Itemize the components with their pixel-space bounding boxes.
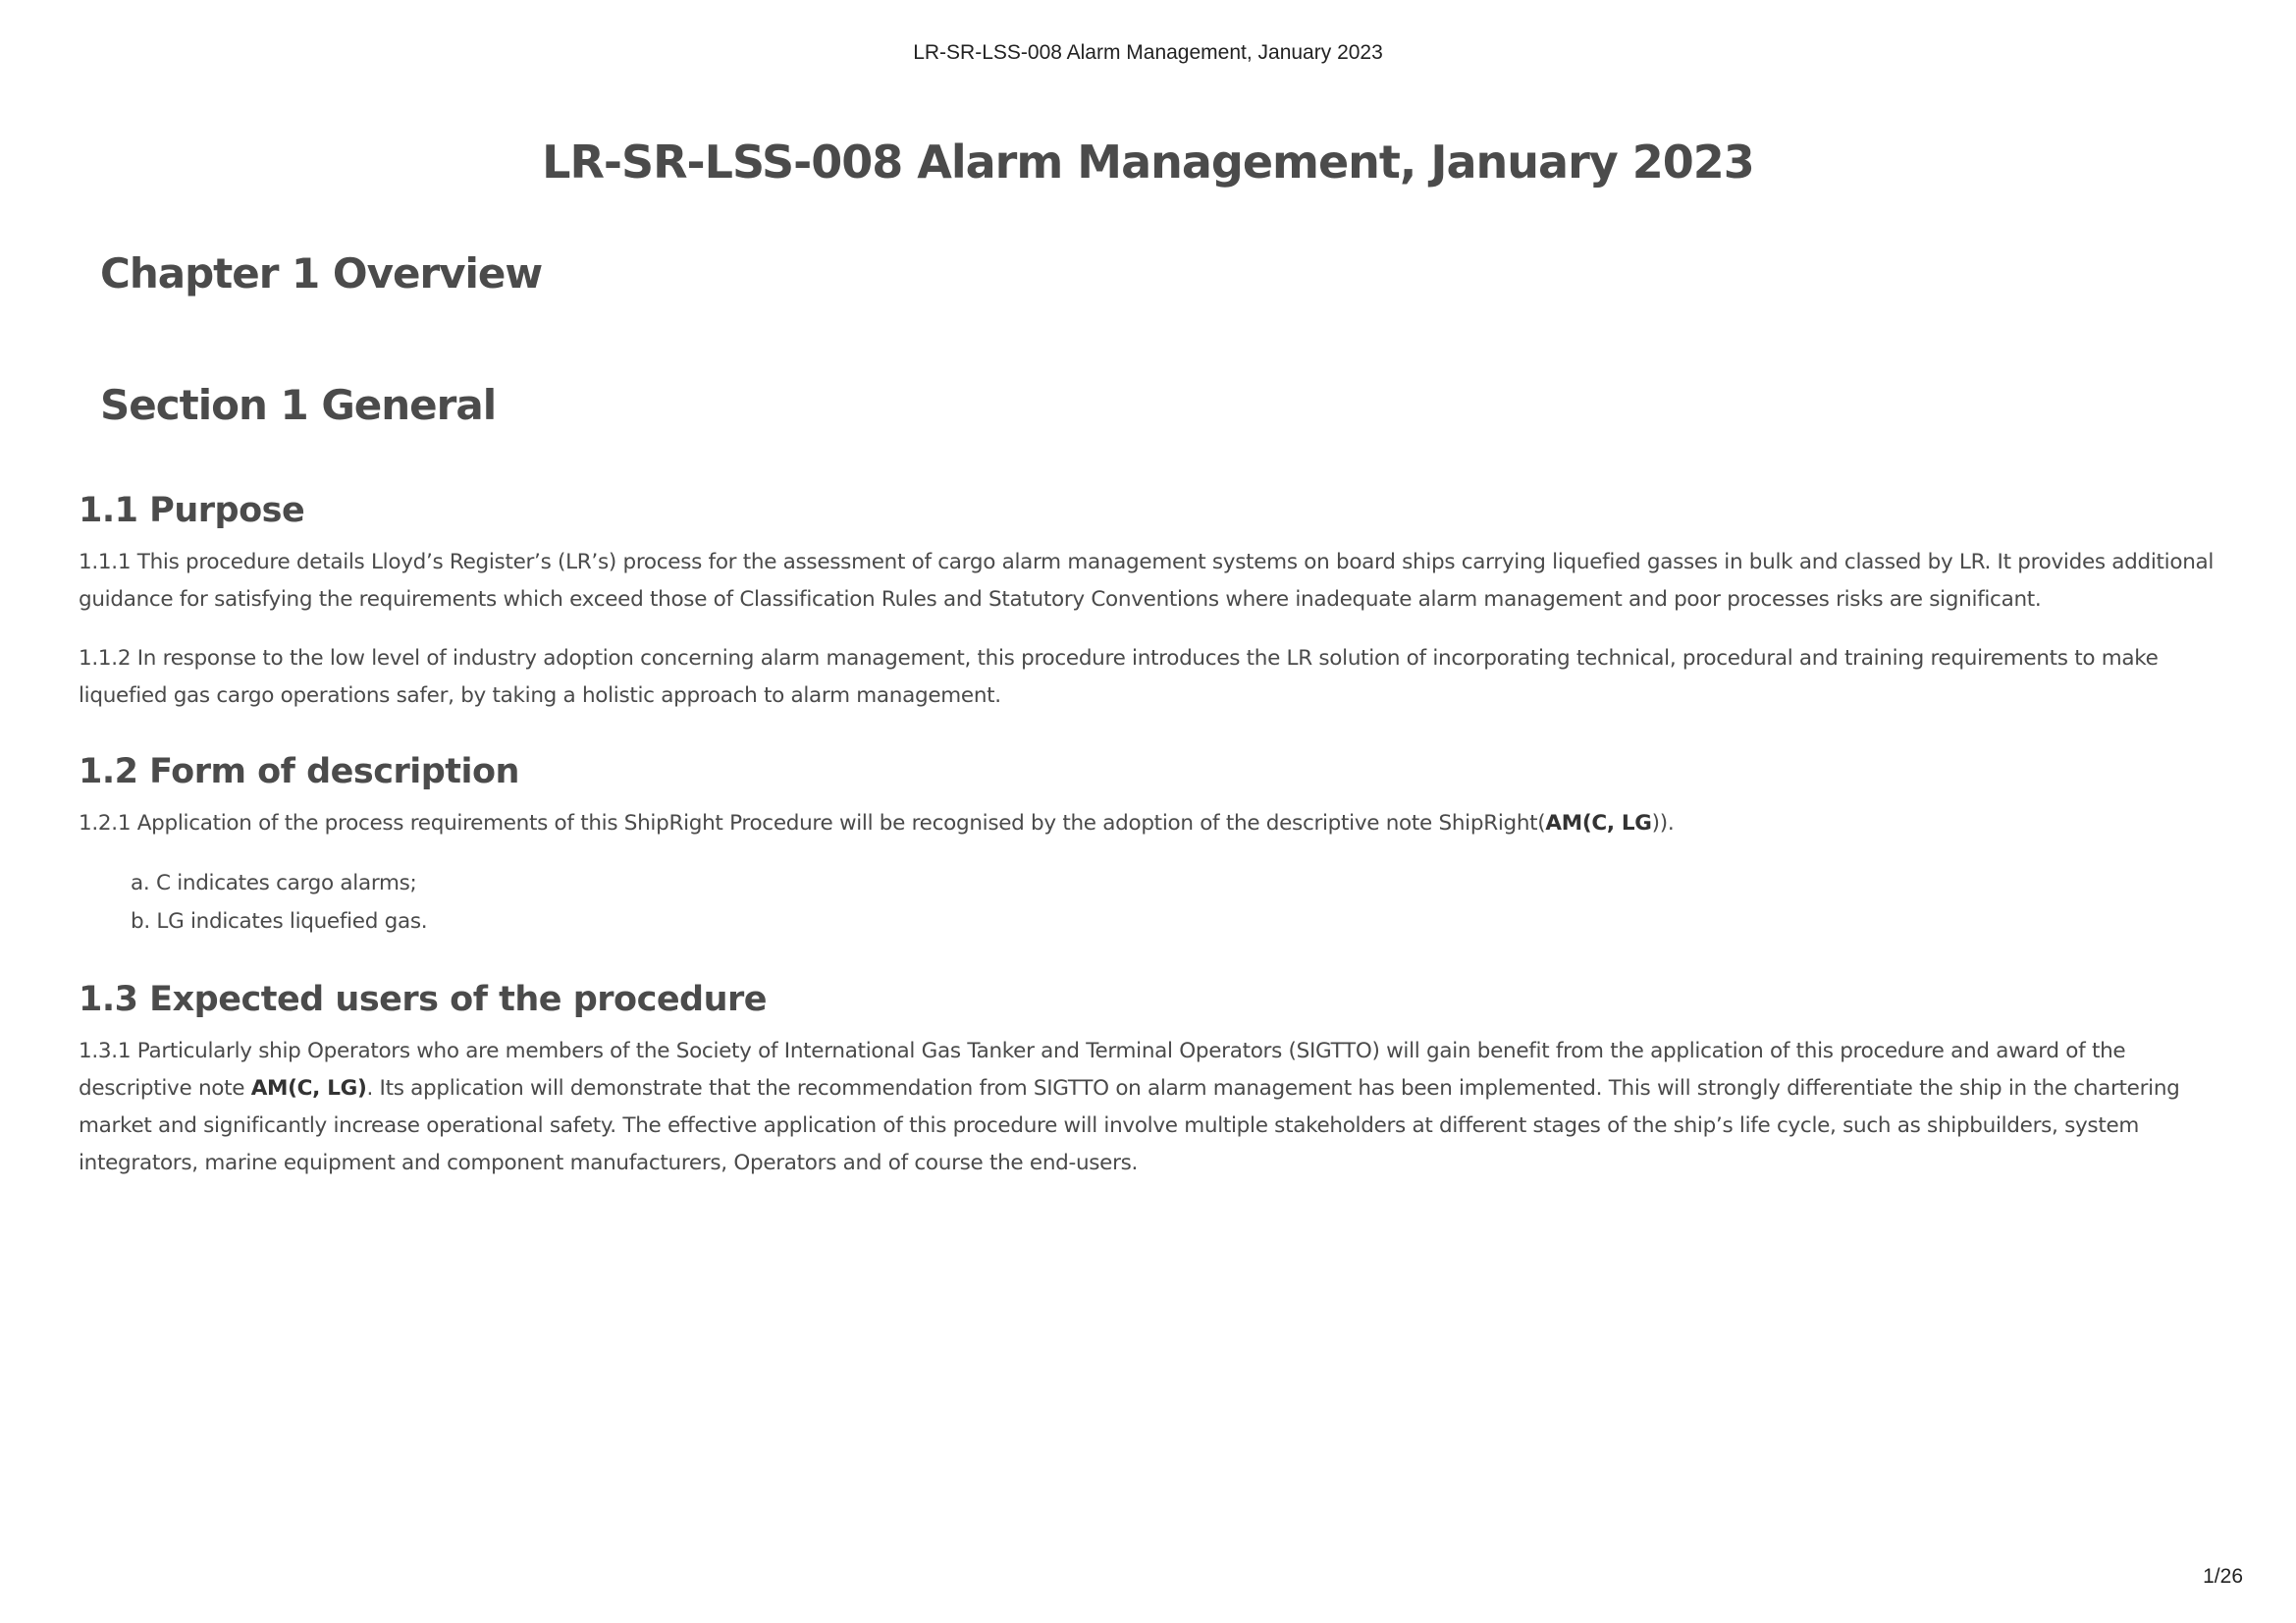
- list-item: b. LG indicates liquefied gas.: [131, 909, 428, 934]
- page-number: 1/26: [2203, 1565, 2243, 1588]
- paragraph-1-3-1-tail: . Its application will demonstrate that the recommendation from SIGTTO on alarm management has been implemented. This will strongly differentiate the ship in the chartering market and significantly increase operational safety. The effective application of this procedure will involve multiple stakeholders at different stages of the ship’s life cycle, such as shipbuilders, system integrators, marine equipment and component manufacturers, Operators and of course the end-users.: [79, 1076, 2180, 1175]
- paragraph-1-3-1-text: 1.3.1 Particularly ship Operators who are members of the Society of International Gas Tanker and Terminal Operators (SIGTTO) will gain benefit from the application of this procedure and award of the descriptive note: [79, 1039, 2126, 1101]
- document-body: [79, 491, 2238, 1214]
- heading-form-of-description: 1.2 Form of description: [79, 752, 519, 791]
- paragraph-1-1-1: 1.1.1 This procedure details Lloyd’s Register’s (LR’s) process for the assessment of cargo alarm management systems on board ships carrying liquefied gasses in bulk and classed by LR. It provides additional guidance for satisfying the requirements which exceed those of Classification Rules and Statutory Conventions where inadequate alarm management and poor processes risks are significant.: [79, 550, 2215, 612]
- paragraph-1-2-1-tail: )).: [1651, 811, 1675, 836]
- heading-expected-users: 1.3 Expected users of the procedure: [79, 980, 768, 1019]
- chapter-heading: Chapter 1 Overview: [100, 249, 543, 298]
- section-heading: Section 1 General: [100, 381, 497, 429]
- notation-list: [79, 864, 2238, 941]
- document-title: LR-SR-LSS-008 Alarm Management, January 2023: [542, 135, 1754, 189]
- heading-purpose: 1.1 Purpose: [79, 491, 305, 530]
- list-item: a. C indicates cargo alarms;: [131, 871, 417, 895]
- paragraph-1-3-1: [79, 1033, 2238, 1182]
- descriptive-note-bold: AM(C, LG): [250, 1076, 367, 1101]
- paragraph-1-2-1: [79, 805, 2238, 842]
- paragraph-1-1-2: 1.1.2 In response to the low level of industry adoption concerning alarm management, this procedure introduces the LR solution of incorporating technical, procedural and training requirements to make liquefied gas cargo operations safer, by taking a holistic approach to alarm management.: [79, 646, 2159, 708]
- running-header: LR-SR-LSS-008 Alarm Management, January 2023: [913, 41, 1383, 64]
- paragraph-1-2-1-text: 1.2.1 Application of the process requirements of this ShipRight Procedure will be recognised by the adoption of the descriptive note ShipRight(: [79, 811, 1546, 836]
- descriptive-note-bold: AM(C, LG: [1545, 811, 1652, 836]
